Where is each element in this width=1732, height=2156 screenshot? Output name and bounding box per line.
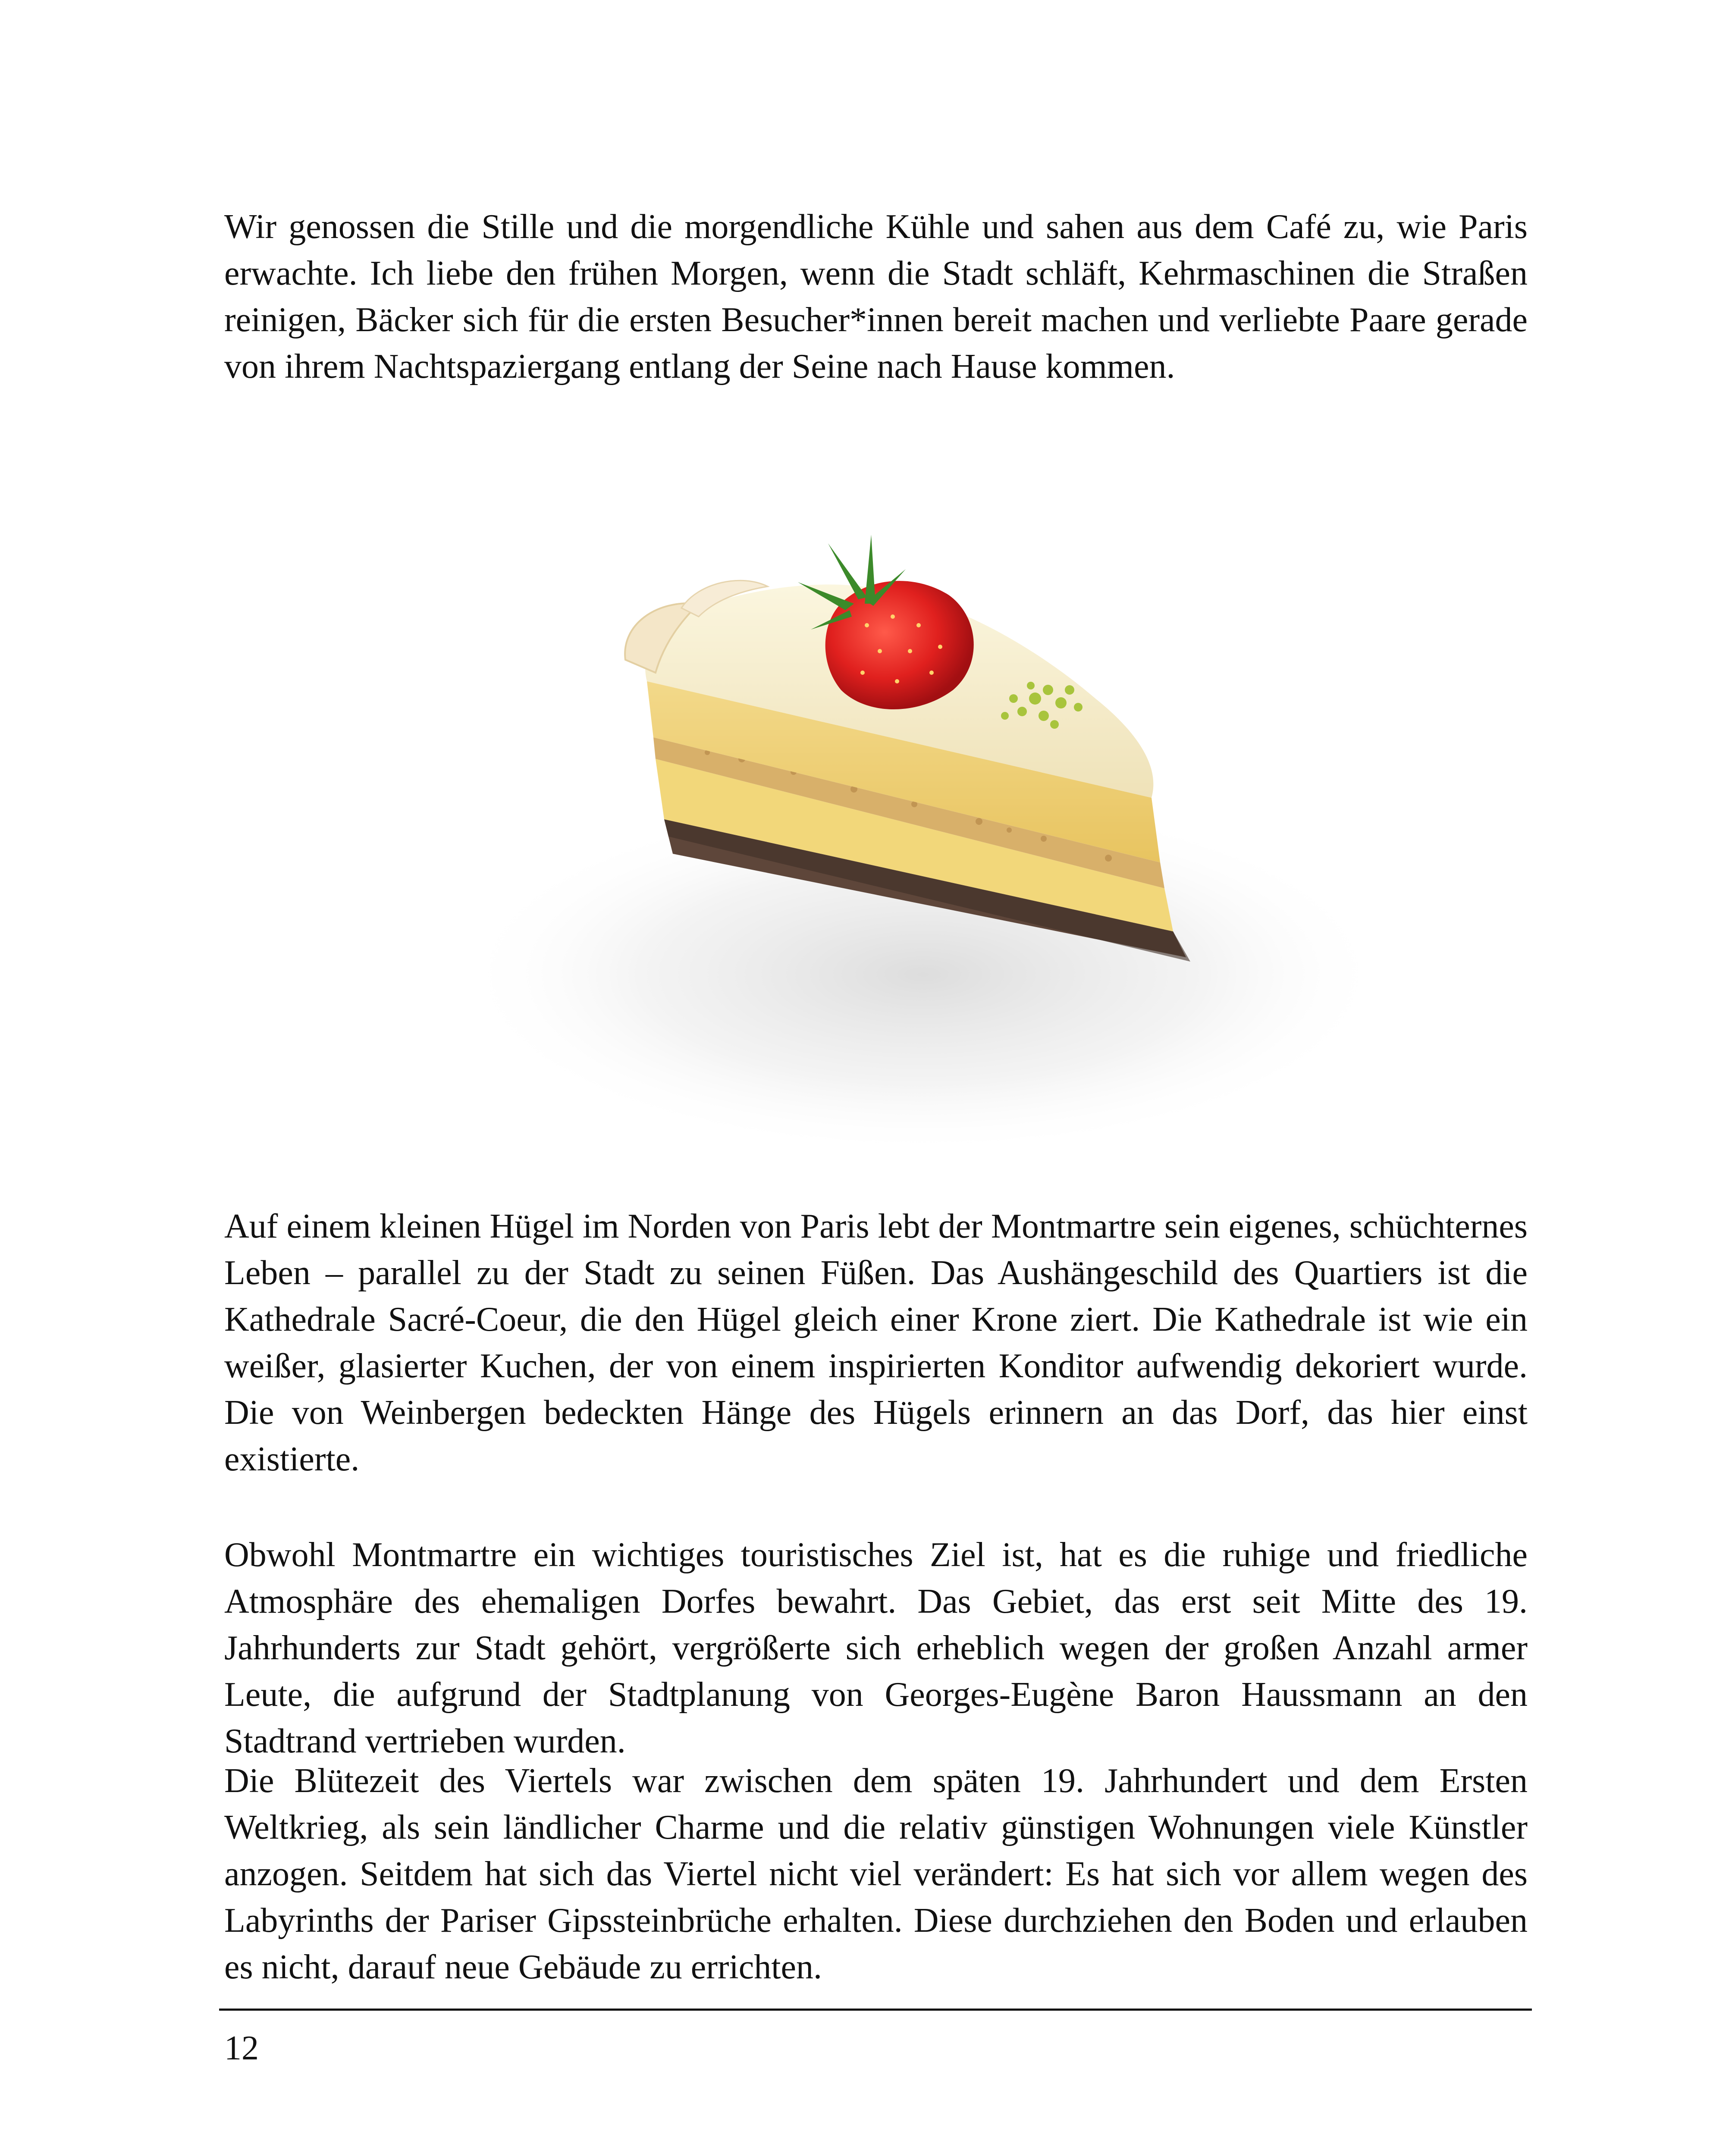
paragraph-intro: Wir genossen die Stille und die morgendliche Kühle und sahen aus dem Café zu, wie Paris erwachte. Ich liebe den frühen Morgen, wenn die Stadt schläft, Kehrmaschinen die Straßen reinigen, Bäcker sich für die ersten Besucher*innen bereit machen und verliebte Paare gerade von ihrem Nachtspaziergang entlang der Seine nach Hause kommen. [224, 208, 1528, 385]
paragraph-history: Obwohl Montmartre ein wichtiges touristisches Ziel ist, hat es die ruhige und friedliche Atmosphäre des ehemaligen Dorfes bewahrt. Das Gebiet, das erst seit Mitte des 19. Jahrhunderts zur Stadt gehört, vergrößerte sich erheblich wegen der großen Anzahl armer Leute, die aufgrund der Stadtplanung von Georges-Eugène Baron Haussmann an den Stadtrand vertrieben wurden. [224, 1536, 1528, 1760]
page-number: 12 [224, 2029, 259, 2067]
paragraph-montmartre: Auf einem kleinen Hügel im Norden von Paris lebt der Montmartre sein eigenes, schüchternes Leben – parallel zu der Stadt zu seinen Füßen. Das Aushängeschild des Quartiers ist die Kathedrale Sacré-Coeur, die den Hügel gleich einer Krone ziert. Die Kathedrale ist wie ein weißer, glasierter Kuchen, der von einem inspirierten Konditor aufwendig dekoriert wurde. Die von Weinbergen bedeckten Hänge des Hügels erinnern an das Dorf, das hier einst existierte. [224, 1207, 1528, 1478]
paragraph-heyday: Die Blütezeit des Viertels war zwischen dem späten 19. Jahrhundert und dem Ersten Weltkrieg, als sein ländlicher Charme und die relativ günstigen Wohnungen viele Künstler anzogen. Seitdem hat sich das Viertel nicht viel verändert: Es hat sich vor allem wegen des Labyrinths der Pariser Gipssteinbrüche erhalten. Diese durchziehen den Boden und erlauben es nicht, darauf neue Gebäude zu errichten. [224, 1762, 1528, 1986]
cake-slice-image [440, 517, 1406, 1164]
footer-rule [219, 2009, 1532, 2011]
